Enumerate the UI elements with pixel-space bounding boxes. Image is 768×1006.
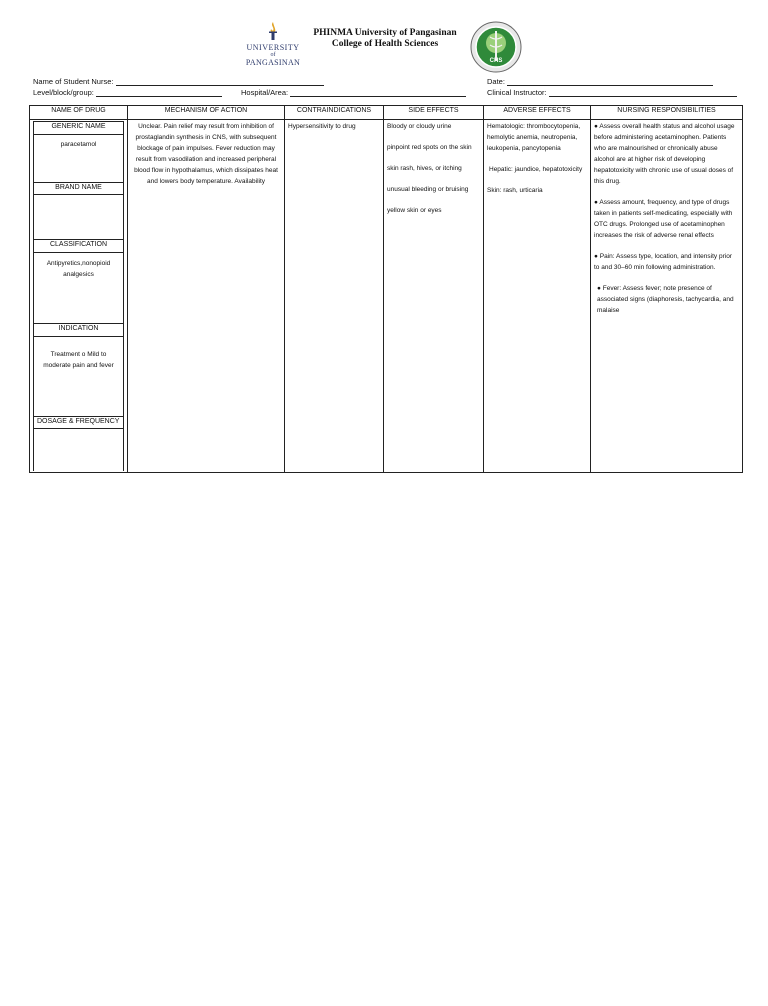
adverse-effect-item: Hepatic: jaundice, hepatotoxicity	[489, 166, 583, 173]
header-side-effects: SIDE EFFECTS	[384, 106, 484, 120]
classification-value[interactable]: Antipyretics,nonopioid analgesics	[34, 253, 124, 324]
logo-text-pangasinan: PANGASINAN	[245, 58, 301, 67]
university-logo	[242, 20, 304, 76]
header-nursing-responsibilities: NURSING RESPONSIBILITIES	[591, 106, 743, 120]
contraindications-cell[interactable]: Hypersensitivity to drug	[285, 120, 384, 473]
instructor-line[interactable]	[549, 88, 737, 97]
table-body-row	[30, 120, 743, 473]
dosage-label: DOSAGE & FREQUENCY	[34, 417, 124, 429]
table-header-row	[30, 106, 743, 120]
chs-seal-logo	[470, 21, 522, 73]
side-effect-item: unusual bleeding or bruising	[387, 186, 469, 193]
date-field	[487, 77, 713, 86]
side-effect-item: skin rash, hives, or itching	[387, 165, 462, 172]
nursing-item: ● Fever: Assess fever; note presence of associated signs (diaphoresis, tachycardia, and malaise	[597, 285, 734, 314]
torch-icon	[262, 20, 284, 42]
level-field	[33, 88, 222, 97]
logo-text-of: of	[270, 52, 276, 58]
mechanism-cell[interactable]: Unclear. Pain relief may result from inhibition of prostaglandin synthesis in CNS, with subsequent blockage of pain impulses. Fever reduction may result from vasodilation and increased peripheral blood flow in hypothalamus, which dissipates heat and lowers body temperature. Availability	[128, 120, 285, 473]
adverse-effect-item: Skin: rash, urticaria	[487, 187, 543, 194]
instructor-field	[487, 88, 737, 97]
title-line-1: PHINMA University of Pangasinan	[313, 28, 457, 38]
drug-name-column	[30, 120, 128, 473]
title-line-2: College of Health Sciences	[331, 39, 439, 49]
page-header	[0, 0, 768, 80]
adverse-effects-cell[interactable]	[484, 120, 591, 473]
nursing-responsibilities-cell[interactable]	[591, 120, 743, 473]
header-adverse-effects: ADVERSE EFFECTS	[484, 106, 591, 120]
student-nurse-field	[33, 77, 324, 86]
indication-value[interactable]: Treatment o Mild to moderate pain and fever	[34, 337, 124, 417]
nursing-item: ● Assess amount, frequency, and type of drugs taken in patients self-medicating, especially with OTC drugs. Prolonged use of acetaminophen increases the risk of adverse renal effects	[594, 199, 733, 239]
generic-name-label: GENERIC NAME	[34, 122, 124, 135]
date-line[interactable]	[507, 77, 713, 86]
header-contraindications: CONTRAINDICATIONS	[285, 106, 384, 120]
hospital-field	[241, 88, 466, 97]
hospital-line[interactable]	[290, 88, 466, 97]
logo-text-university: UNIVERSITY	[246, 43, 300, 52]
date-label: Date:	[487, 77, 505, 86]
header-mechanism: MECHANISM OF ACTION	[128, 106, 285, 120]
side-effects-cell[interactable]	[384, 120, 484, 473]
student-nurse-label: Name of Student Nurse:	[33, 77, 114, 86]
nursing-item: ● Assess overall health status and alcohol usage before administering acetaminophen. Patients who are malnourished or chronically abuse alcohol are at higher risk of developing hepatotoxicity with chronic use of usual doses of this drug.	[594, 123, 735, 185]
generic-name-value[interactable]: paracetamol	[34, 135, 124, 183]
adverse-effect-item: Hematologic: thrombocytopenia, hemolytic anemia, neutropenia, leukopenia, pancytopenia	[487, 123, 581, 152]
instructor-label: Clinical Instructor:	[487, 88, 547, 97]
side-effect-item: pinpoint red spots on the skin	[387, 144, 472, 151]
student-nurse-line[interactable]	[116, 77, 324, 86]
dosage-value[interactable]	[34, 429, 124, 472]
side-effect-item: yellow skin or eyes	[387, 207, 442, 214]
classification-label: CLASSIFICATION	[34, 240, 124, 253]
level-label: Level/block/group:	[33, 88, 94, 97]
hospital-label: Hospital/Area:	[241, 88, 289, 97]
header-name-of-drug: NAME OF DRUG	[30, 106, 128, 120]
seal-text: CHS	[489, 58, 503, 64]
level-line[interactable]	[96, 88, 222, 97]
drug-study-table	[29, 105, 743, 473]
brand-name-value[interactable]	[34, 195, 124, 240]
institution-title	[305, 28, 465, 50]
indication-label: INDICATION	[34, 324, 124, 337]
brand-name-label: BRAND NAME	[34, 183, 124, 195]
nursing-item: ● Pain: Assess type, location, and intensity prior to and 30–60 min following administration.	[594, 253, 732, 271]
side-effect-item: Bloody or cloudy urine	[387, 123, 452, 130]
